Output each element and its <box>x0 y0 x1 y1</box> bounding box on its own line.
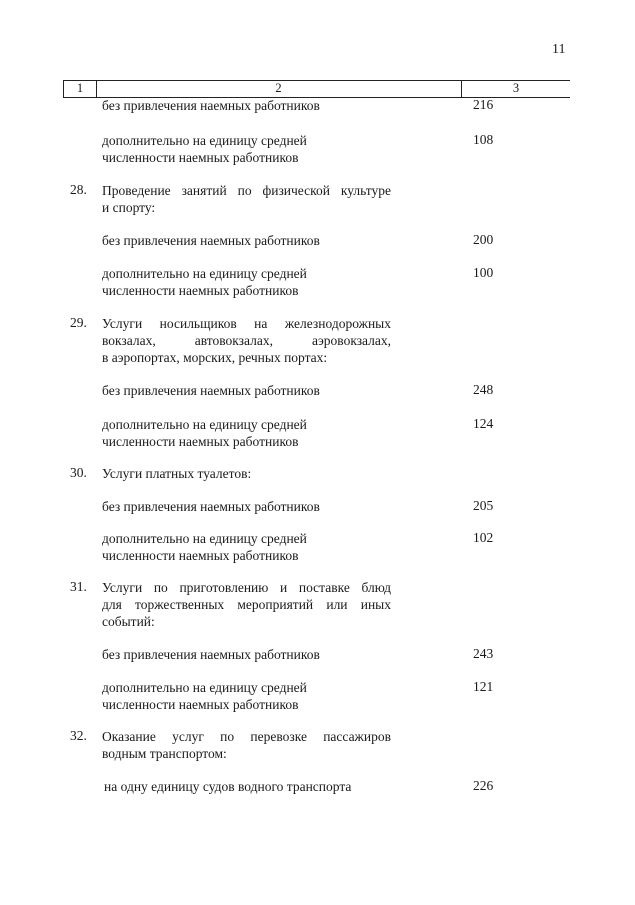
row-label <box>102 132 307 166</box>
row-label-line: дополнительно на единицу средней <box>102 266 307 281</box>
section-heading <box>102 728 391 762</box>
row-value: 108 <box>473 132 494 147</box>
section-number: 31. <box>70 579 87 594</box>
row-label-line: численности наемных работников <box>102 434 299 449</box>
row-value: 243 <box>473 646 494 661</box>
row-label: без привлечения наемных работников <box>102 98 320 113</box>
row-label: без привлечения наемных работников <box>102 499 320 514</box>
row-label: без привлечения наемных работников <box>102 647 320 662</box>
section-heading-line: для торжественных мероприятий или иных <box>102 597 391 612</box>
section-heading-line: вокзалах, автовокзалах, аэровокзалах, <box>102 333 391 348</box>
section-number: 32. <box>70 728 87 743</box>
column-header-2: 2 <box>96 81 462 97</box>
section-heading-line: Услуги платных туалетов: <box>102 466 252 481</box>
row-value: 121 <box>473 679 494 694</box>
section-heading-line: Проведение занятий по физической культуре <box>102 183 391 198</box>
row-label <box>102 416 307 450</box>
section-heading <box>102 579 391 630</box>
section-number: 28. <box>70 182 87 197</box>
row-value: 205 <box>473 498 494 513</box>
section-heading-line: Оказание услуг по перевозке пассажиров <box>102 729 391 744</box>
row-label <box>102 265 307 299</box>
row-label: без привлечения наемных работников <box>102 233 320 248</box>
page-number: 11 <box>552 42 566 57</box>
section-heading-line: Услуги по приготовлению и поставке блюд <box>102 580 391 595</box>
row-label <box>102 679 307 713</box>
section-heading-line: Услуги носильщиков на железнодорожных <box>102 316 391 331</box>
section-heading <box>102 182 391 216</box>
table-header <box>63 80 570 98</box>
row-label-line: численности наемных работников <box>102 283 299 298</box>
section-heading <box>102 315 391 366</box>
section-number: 29. <box>70 315 87 330</box>
row-value: 248 <box>473 382 494 397</box>
column-header-1: 1 <box>63 81 97 97</box>
row-label-line: дополнительно на единицу средней <box>102 531 307 546</box>
row-value: 216 <box>473 97 494 112</box>
row-label <box>102 530 307 564</box>
row-label-line: дополнительно на единицу средней <box>102 417 307 432</box>
section-heading-line: водным транспортом: <box>102 746 227 761</box>
row-label-line: численности наемных работников <box>102 150 299 165</box>
section-heading-line: и спорту: <box>102 200 156 215</box>
row-value: 200 <box>473 232 494 247</box>
column-header-3: 3 <box>512 81 520 95</box>
section-number: 30. <box>70 465 87 480</box>
row-value: 226 <box>473 778 494 793</box>
row-label: на одну единицу судов водного транспорта <box>104 779 352 794</box>
row-value: 124 <box>473 416 494 431</box>
row-label: без привлечения наемных работников <box>102 383 320 398</box>
row-label-line: численности наемных работников <box>102 697 299 712</box>
section-heading-line: в аэропортах, морских, речных портах: <box>102 350 328 365</box>
row-label-line: дополнительно на единицу средней <box>102 133 307 148</box>
row-value: 102 <box>473 530 494 545</box>
row-label-line: численности наемных работников <box>102 548 299 563</box>
row-value: 100 <box>473 265 494 280</box>
row-label-line: дополнительно на единицу средней <box>102 680 307 695</box>
section-heading <box>102 465 391 482</box>
section-heading-line: событий: <box>102 614 155 629</box>
